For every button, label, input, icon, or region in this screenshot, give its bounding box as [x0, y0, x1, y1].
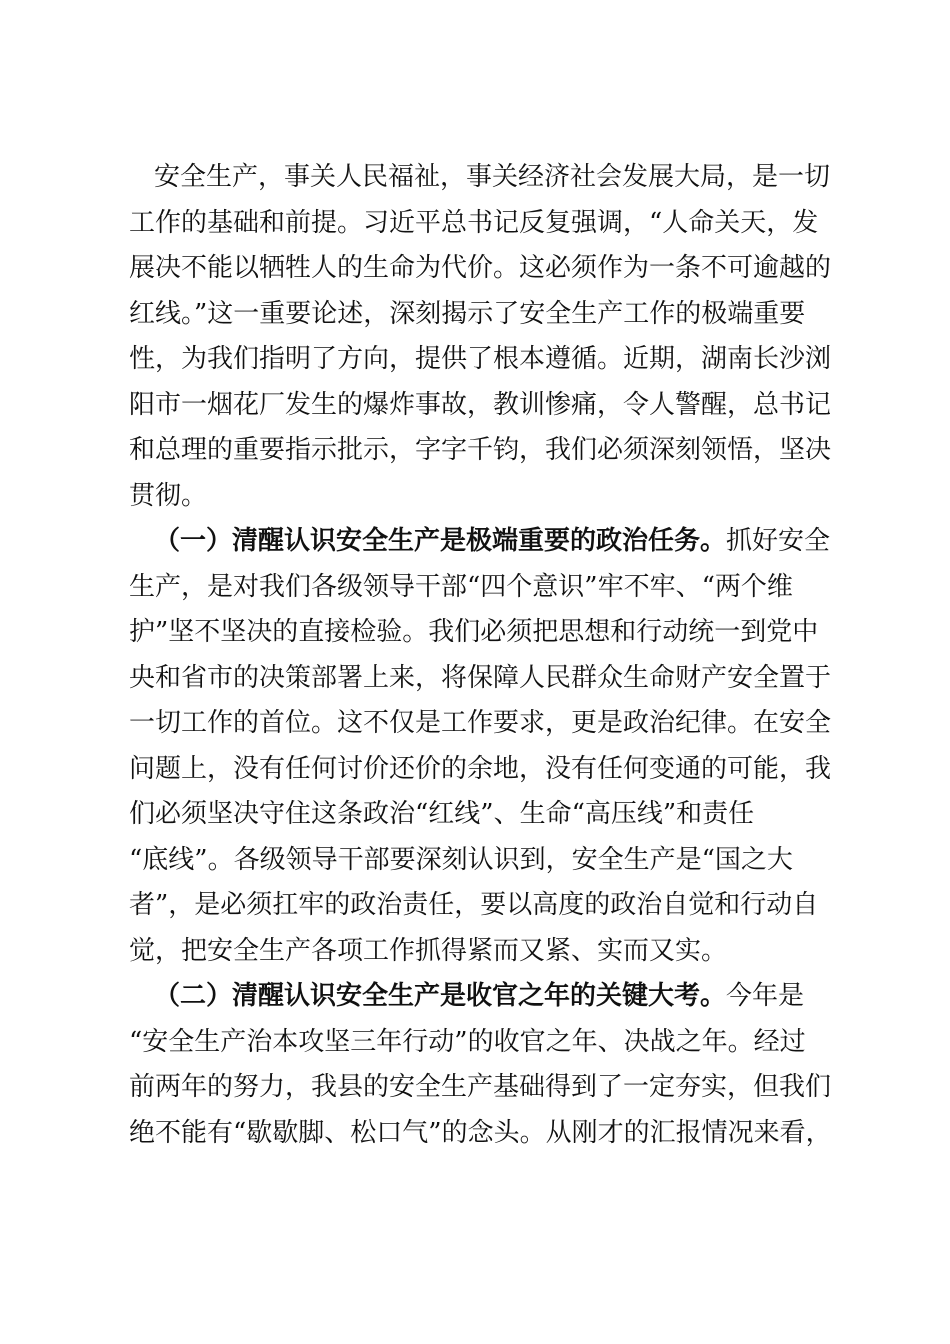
section-heading-line [129, 974, 829, 1020]
text-line: 展决不能以牺牲人的生命为代价。这必须作为一条不可逾越的 [129, 253, 832, 283]
text-line: 问题上，没有任何讨价还价的余地，没有任何变通的可能，我 [129, 753, 832, 784]
text-line: 一切工作的首位。这不仅是工作要求，更是政治纪律。在安全 [129, 708, 832, 738]
section-heading: （二）清醒认识安全生产是收官之年的关键大考。 [154, 981, 727, 1011]
text-line: 绝不能有“歇歇脚、松口气”的念头。从刚才的汇报情况来看， [129, 1117, 832, 1148]
text-line: 工作的基础和前提。习近平总书记反复强调，“人命关天，发 [129, 207, 819, 238]
text-line: 们必须坚决守住这条政治“红线”、生命“高压线”和责任 [129, 799, 755, 829]
text-line: “底线”。各级领导干部要深刻认识到，安全生产是“国之大 [129, 844, 793, 875]
document-body [129, 155, 832, 1156]
text-line: “安全生产治本攻坚三年行动”的收官之年、决战之年。经过 [129, 1026, 806, 1057]
text-fragment: 抓好安全 [726, 526, 831, 556]
text-line: 护”坚不坚决的直接检验。我们必须把思想和行动统一到党中 [129, 617, 819, 647]
text-line: 红线。”这一重要论述，深刻揭示了安全生产工作的极端重要 [129, 298, 806, 329]
text-line: 性，为我们指明了方向，提供了根本遵循。近期，湖南长沙浏 [129, 344, 832, 374]
text-line: 央和省市的决策部署上来，将保障人民群众生命财产安全置于 [129, 662, 832, 693]
section-heading: （一）清醒认识安全生产是极端重要的政治任务。 [154, 526, 727, 556]
text-fragment: 今年是 [726, 981, 805, 1011]
text-line: 安全生产，事关人民福祉，事关经济社会发展大局，是一切 [154, 162, 831, 192]
text-line: 和总理的重要指示批示，字字千钧，我们必须深刻领悟，坚决 [129, 435, 832, 465]
paragraph-section-1 [129, 519, 832, 974]
text-line: 者”，是必须扛牢的政治责任，要以高度的政治自觉和行动自 [129, 890, 819, 920]
text-line: 生产，是对我们各级领导干部“四个意识”牢不牢、“两个维 [129, 571, 793, 602]
text-line: 前两年的努力，我县的安全生产基础得到了一定夯实，但我们 [129, 1072, 832, 1102]
text-line: 阳市一烟花厂发生的爆炸事故，教训惨痛，令人警醒，总书记 [129, 389, 832, 420]
section-heading-line [129, 519, 829, 565]
text-line: 贯彻。 [129, 480, 208, 511]
paragraph-section-2 [129, 974, 832, 1156]
text-line: 觉，把安全生产各项工作抓得紧而又紧、实而又实。 [129, 935, 728, 966]
paragraph-intro [129, 155, 832, 519]
